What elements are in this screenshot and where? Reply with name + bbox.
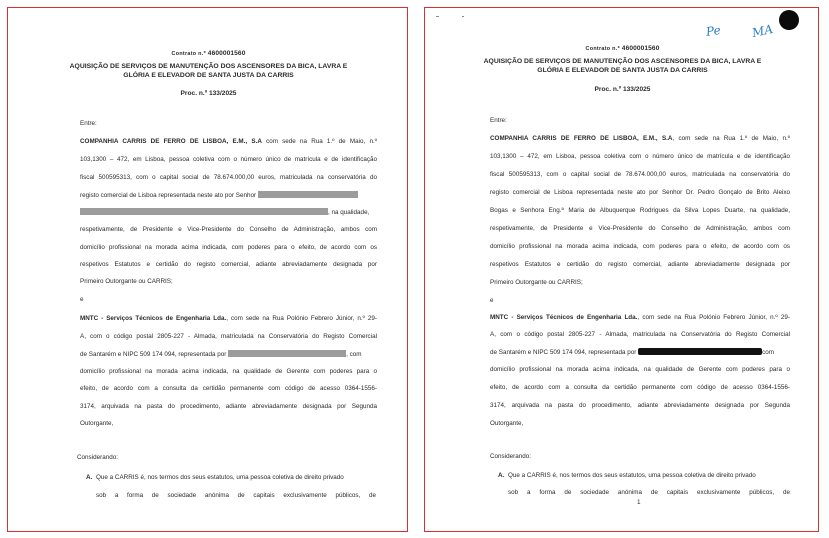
paragraph-line: fiscal 500595313, com o capital social de 78.674.000,00 euros, matriculada na conservatória do xyxy=(80,174,377,181)
document-title: AQUISIÇÃO DE SERVIÇOS DE MANUTENÇÃO DOS ASCENSORES DA BICA, LAVRA E GLÓRIA E ELEVADOR DE SANTA JUSTA DA CARRIS xyxy=(69,63,348,79)
paragraph-line: Outorgante, xyxy=(80,420,114,427)
scan-speck xyxy=(462,16,464,17)
page-mark: 1 xyxy=(637,499,641,506)
redaction-bar xyxy=(258,191,358,198)
signature-initials: Pe xyxy=(705,23,722,39)
paragraph-line: respetivamente, de Presidente e Vice-Presidente do Conselho de Administração, ambos com xyxy=(80,226,377,233)
paragraph-line: Primeiro Outorgante ou CARRIS; xyxy=(80,278,173,285)
paragraph-line: respetivos Estatutos e certidão do registo comercial, adiante abreviadamente designada por xyxy=(80,261,377,268)
conjunction-e: e xyxy=(490,297,494,304)
paragraph-line: 3174, arquivada na pasta do procedimento, adiante abreviadamente designada por Segunda xyxy=(490,402,790,409)
paragraph-line: domicílio profissional na morada acima indicada, na qualidade de Gerente com poderes para o xyxy=(80,368,377,375)
paragraph-line: domicílio profissional na morada acima indicada, na qualidade de Gerente com poderes para o xyxy=(490,366,790,373)
paragraph-line: efeito, de acordo com a consulta da certidão permanente com código de acesso 0364-1556- xyxy=(490,384,790,391)
item-a-line: sob a forma de sociedade anónima de capitais exclusivamente públicos, de xyxy=(508,489,790,496)
paragraph-line: , na qualidade, xyxy=(80,208,369,217)
redaction-bar xyxy=(80,208,328,215)
contract-number: Contrato n.º 4600001560 xyxy=(171,50,246,57)
paragraph-line: respetivos Estatutos e certidão do registo comercial, adiante abreviadamente designada por xyxy=(490,261,790,268)
paragraph-line: respetivamente, de Presidente e Vice-Presidente do Conselho de Administração, ambos com xyxy=(490,225,790,232)
redaction-dot xyxy=(779,10,799,30)
paragraph-line: COMPANHIA CARRIS DE FERRO DE LISBOA, E.M., S.A com sede na Rua 1.º de Maio, n.º xyxy=(80,138,378,145)
paragraph-line: registo comercial de Lisboa representada neste ato por Senhor xyxy=(80,191,358,200)
paragraph-line: Primeiro Outorgante ou CARRIS; xyxy=(490,279,583,286)
scan-speck xyxy=(436,16,439,17)
paragraph-line: de Santarém e NIPC 509 174 094, representada por com xyxy=(490,349,774,356)
paragraph-line: A, com o código postal 2805-227 - Almada, matriculada na Conservatória do Registo Comercial xyxy=(80,333,377,340)
paragraph-line: fiscal 500595313, com o capital social de 78.674.000,00 euros, matriculada na conservatória do xyxy=(490,171,790,178)
paragraph-line: registo comercial de Lisboa representada neste ato por Senhor Dr. Pedro Gonçalo de Brito Aleixo xyxy=(490,189,790,196)
conjunction-e: e xyxy=(80,296,84,303)
document-page-signed xyxy=(424,7,819,532)
contract-number: Contrato n.º 4600001560 xyxy=(585,45,660,52)
paragraph-line: 3174, arquivada na pasta do procedimento, adiante abreviadamente designada por Segunda xyxy=(80,403,377,410)
paragraph-line: MNTC - Serviços Técnicos de Engenharia Lda., com sede na Rua Polónio Febrero Júnior, n.º 29- xyxy=(80,315,377,322)
item-a-label: A. xyxy=(86,474,93,481)
signature-initials: MA xyxy=(750,21,775,41)
redaction-bar xyxy=(638,348,762,355)
item-a-line: sob a forma de sociedade anónima de capitais exclusivamente públicos, de xyxy=(96,492,376,499)
paragraph-line: Bogas e Senhora Eng.ª Maria de Albuquerque Rodrigues da Silva Lopes Duarte, na qualidade, xyxy=(490,207,790,214)
entre-label: Entre: xyxy=(490,117,507,124)
paragraph-line: de Santarém e NIPC 509 174 094, representada por , com xyxy=(80,351,362,358)
paragraph-line: efeito, de acordo com a consulta da certidão permanente com código de acesso 0364-1556- xyxy=(80,385,377,392)
item-a-label: A. xyxy=(498,472,505,479)
paragraph-line: COMPANHIA CARRIS DE FERRO DE LISBOA, E.M., S.A, com sede na Rua 1.º de Maio, n.º xyxy=(490,135,791,142)
redaction-bar xyxy=(228,350,346,357)
document-page-redacted xyxy=(7,7,408,532)
considerando-label: Considerando: xyxy=(77,454,118,461)
process-number: Proc. n.º 133/2025 xyxy=(594,86,651,93)
paragraph-line: A, com o código postal 2805-227 - Almada, matriculada na Conservatória do Registo Comercial xyxy=(490,331,790,338)
paragraph-line: 103,1300 – 472, em Lisboa, pessoa coletiva com o número único de matrícula e de identificação xyxy=(490,153,790,160)
paragraph-line: 103,1300 – 472, em Lisboa, pessoa coletiva com o número único de matrícula e de identificação xyxy=(80,156,377,163)
entre-label: Entre: xyxy=(80,120,97,127)
process-number: Proc. n.º 133/2025 xyxy=(180,90,237,97)
paragraph-line: domicílio profissional na morada acima indicada, com poderes para o efeito, de acordo com os xyxy=(490,243,790,250)
document-title: AQUISIÇÃO DE SERVIÇOS DE MANUTENÇÃO DOS ASCENSORES DA BICA, LAVRA E GLÓRIA E ELEVADOR DE SANTA JUSTA DA CARRIS xyxy=(483,58,762,74)
paragraph-line: Outorgante, xyxy=(490,420,524,427)
item-a-line: Que a CARRIS é, nos termos dos seus estatutos, uma pessoa coletiva de direito privado xyxy=(96,474,344,481)
item-a-line: Que a CARRIS é, nos termos dos seus estatutos, uma pessoa coletiva de direito privado xyxy=(508,472,756,479)
paragraph-line: MNTC - Serviços Técnicos de Engenharia Lda., com sede na Rua Polónio Febrero Júnior, n.º 29- xyxy=(490,314,790,321)
paragraph-line: domicílio profissional na morada acima indicada, com poderes para o efeito, de acordo com os xyxy=(80,244,377,251)
considerando-label: Considerando: xyxy=(490,453,531,460)
